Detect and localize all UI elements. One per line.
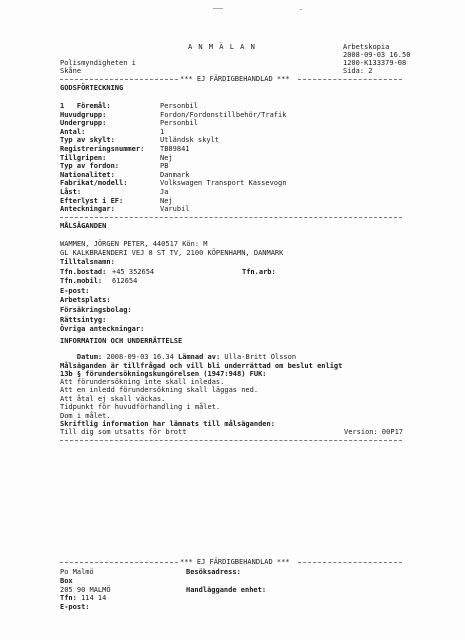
goods-row-label: Tillgripen: (60, 153, 107, 162)
owner-row (60, 287, 400, 297)
footer-box: Box (60, 577, 73, 585)
scan-speck (300, 9, 302, 10)
owner-row-label: E-post: (60, 286, 90, 295)
owner-heading: MÅLSÄGANDEN (60, 222, 107, 230)
goods-row-value: PB (160, 162, 169, 171)
goods-row-label: 1 Föremål: (60, 102, 111, 110)
footer-po: Po Malmö (60, 568, 94, 576)
document-title: A N M Ä L A N (188, 43, 256, 51)
owner-row-label: Arbetsplats: (60, 296, 111, 305)
written-info-value: Till dig som utsatts för brott (60, 428, 187, 436)
goods-row (60, 111, 400, 120)
authority-region: Skåne (60, 67, 82, 75)
goods-row-label: Typ av skylt: (60, 136, 115, 145)
goods-row (60, 197, 400, 206)
owner-row (60, 306, 400, 316)
footer-email: E-post: (60, 603, 90, 611)
authority-name: Polismyndigheten i (60, 59, 136, 67)
owner-row (60, 325, 400, 335)
goods-row-label: Typ av fordon: (60, 162, 120, 171)
owner-row (60, 296, 400, 306)
report-datetime: 2008-09-03 16.50 (343, 51, 411, 59)
info-line: Tidpunkt för huvudförhandling i målet. (60, 403, 221, 412)
datum-label: Datum: (76, 353, 103, 361)
goods-row (60, 162, 400, 171)
datum-value: 2008-09-03 16.34 (106, 353, 174, 361)
info-line: Att åtal ej skall väckas. (60, 394, 166, 403)
copy-type: Arbetskopia (343, 43, 390, 51)
owner-row-label: Tilltalsnamn: (60, 258, 115, 266)
info-list (60, 378, 400, 420)
owner-row-label: Tfn.mobil: (60, 277, 103, 286)
goods-row (60, 179, 400, 188)
owner-row-label-secondary: Tfn.arb: (242, 267, 276, 276)
owner-row (60, 277, 400, 287)
case-number: 1200-K133379-08 (343, 59, 407, 67)
info-line: Att förundersökning inte skall inledas. (60, 378, 225, 386)
goods-row-value: Danmark (160, 170, 190, 179)
status-banner: *** EJ FÄRDIGBEHANDLAD *** (180, 75, 290, 83)
info-heading: INFORMATION OCH UNDERRÄTTELSE (60, 337, 183, 345)
goods-row-label: Fabrikat/modell: (60, 179, 128, 188)
goods-row-label: Huvudgrupp: (60, 110, 107, 119)
footer-phone-line (60, 594, 106, 602)
footer-postal: 205 90 MALMÖ (60, 586, 111, 594)
goods-row-value: TB89841 (160, 144, 190, 153)
info-statement-line2: 13b § förundersökningskungörelsen (1947:948) FUK: (60, 370, 267, 378)
version-label: Version: 00P17 (344, 428, 404, 436)
owner-row-label: Övriga anteckningar: (60, 325, 145, 334)
scan-speck (213, 8, 223, 9)
owner-row (60, 268, 400, 278)
info-line: Dom i målet. (60, 411, 111, 420)
goods-row-label: Undergrupp: (60, 119, 107, 128)
goods-row-label: Låst: (60, 187, 82, 196)
footer-visit-address: Besöksadress: (186, 568, 241, 576)
owner-details (60, 258, 400, 335)
goods-row-value: Varubil (160, 205, 190, 214)
info-statement-line1: Målsäganden är tillfrågad och vill bli underrättad om beslut enligt (60, 362, 343, 370)
divider (298, 79, 402, 80)
goods-row (60, 145, 400, 154)
lamnad-value: Ulla-Britt Olsson (224, 353, 297, 361)
goods-row-value: Ja (160, 187, 169, 196)
owner-row (60, 258, 400, 268)
goods-row (60, 136, 400, 145)
goods-row-label: Registreringsnummer: (60, 144, 145, 153)
goods-row-label: Antal: (60, 127, 86, 136)
divider (60, 217, 402, 218)
owner-row-label: Försäkringsbolag: (60, 305, 132, 314)
footer-handler-unit: Handläggande enhet: (186, 586, 267, 594)
info-line: Att en inledd förundersökning skall läggas ned. (60, 386, 259, 395)
owner-address: GL KALKBRAENDERI VEJ 8 ST TV, 2100 KÖPENHAMN, DANMARK (60, 249, 284, 257)
divider (60, 440, 402, 441)
goods-row-value: Fordon/Fordonstillbehör/Trafik (160, 110, 287, 119)
page-number: Sida: 2 (343, 67, 373, 75)
goods-row (60, 128, 400, 137)
divider (60, 79, 178, 80)
owner-row-value: +45 352654 (112, 267, 155, 276)
goods-row (60, 205, 400, 214)
footer-status-banner: *** EJ FÄRDIGBEHANDLAD *** (180, 558, 290, 566)
goods-row (60, 119, 400, 128)
divider (298, 562, 402, 563)
footer-phone-value: 114 14 (81, 594, 107, 602)
goods-row (60, 154, 400, 163)
goods-row-label: Efterlyst i EF: (60, 196, 124, 205)
goods-row-value: Utländsk skylt (160, 136, 220, 145)
written-info-heading: Skriftlig information har lämnats till målsäganden: (60, 420, 275, 428)
footer-phone-label: Tfn: (60, 594, 77, 602)
goods-heading: GODSFÖRTECKNING (60, 84, 124, 92)
goods-row-label: Anteckningar: (60, 205, 115, 214)
goods-row-value: Personbil (160, 119, 198, 128)
owner-row-label: Tfn.bostad: (60, 267, 107, 276)
goods-row-value: Personbil (160, 102, 198, 110)
goods-row (60, 102, 400, 111)
divider (60, 562, 178, 563)
goods-row-value: Volkswagen Transport Kassevogn (160, 179, 287, 188)
goods-row (60, 171, 400, 180)
goods-row-label: Nationalitet: (60, 170, 115, 179)
goods-row (60, 188, 400, 197)
goods-row-value: Nej (160, 196, 173, 205)
owner-row-value: 612654 (112, 277, 138, 286)
owner-row-label: Rättsintyg: (60, 315, 107, 324)
goods-row-value: 1 (160, 127, 165, 136)
lamnad-label: Lämnad av: (178, 353, 221, 361)
goods-list (60, 102, 400, 214)
goods-row-value: Nej (160, 153, 173, 162)
owner-name: WAMMEN, JÖRGEN PETER, 440517 Kön: M (60, 240, 208, 248)
owner-row (60, 316, 400, 326)
